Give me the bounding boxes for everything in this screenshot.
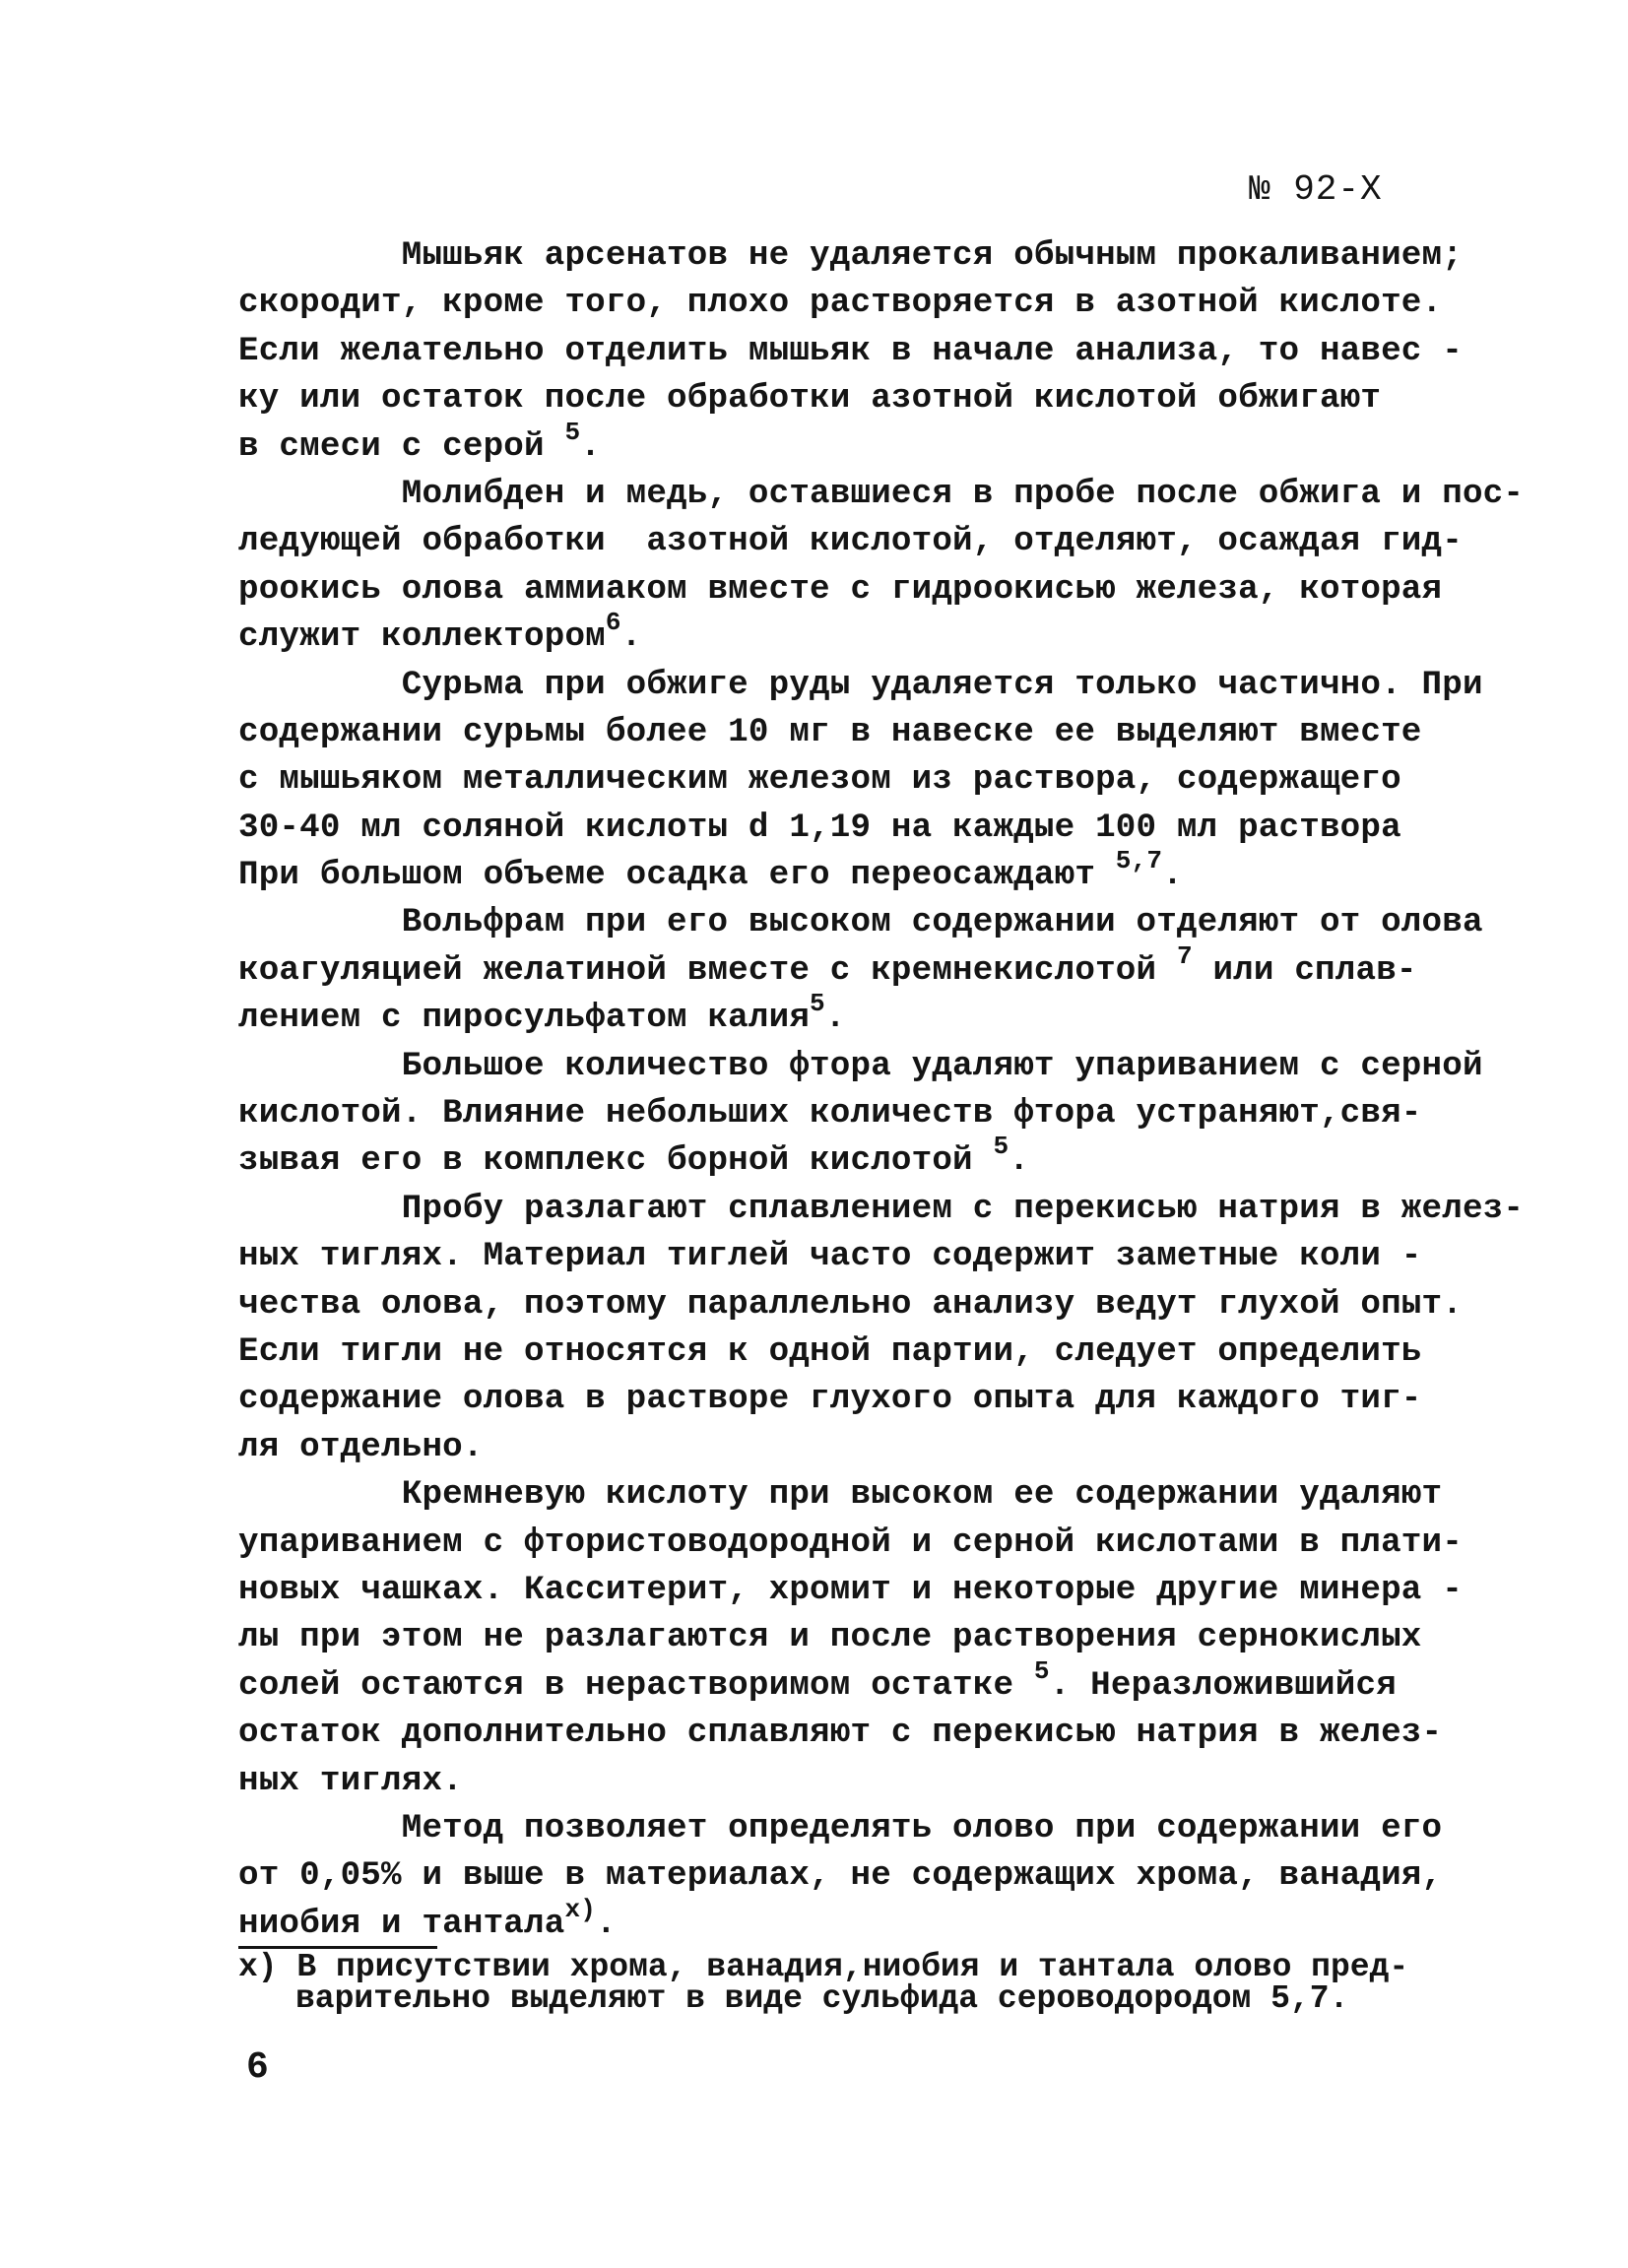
text-segment: ных тиглях. Материал тиглей часто содержит заметные коли - [238,1238,1422,1276]
reference-superscript: 6 [605,608,621,638]
text-segment: кислотой. Влияние небольших количеств фтора устраняют,свя- [238,1095,1422,1134]
body-text [238,232,1525,1948]
text-segment: с мышьяком металлическим железом из раствора, содержащего [238,761,1401,800]
reference-superscript: 5 [1033,1655,1050,1686]
reference-superscript: 5 [993,1132,1009,1162]
text-segment: Пробу разлагают сплавлением с перекисью натрия в желез- [238,1190,1525,1228]
text-segment: Вольфрам при его высоком содержании отделяют от олова [238,904,1483,942]
text-segment: . [596,1905,617,1943]
text-line [238,899,1483,946]
text-line [238,417,1420,471]
text-segment: Если желательно отделить мышьяк в начале анализа, то навес - [238,332,1463,370]
text-segment: остаток дополнительно сплавляют с перекисью натрия в желез- [238,1715,1443,1753]
text-segment: упариванием с фтористоводородной и серной кислотами в плати- [238,1523,1463,1562]
text-segment: Кремневую кислоту при высоком ее содержании удаляют [238,1476,1443,1515]
text-line [238,1614,1420,1661]
footnote-line-1: х) В присутствии хрома, ванадия,ниобия и тантала олово пред- [238,1949,1409,1985]
text-segment: . [620,618,642,657]
text-segment: ниобия и тантала [238,1905,565,1943]
text-line [238,608,1420,661]
text-line [238,1758,1420,1805]
text-line [238,846,1420,899]
text-segment: лением с пиросульфатом калия [238,1000,811,1038]
reference-superscript: 5 [564,417,581,447]
text-line [238,518,1463,565]
text-line [238,1281,1463,1328]
footnote-line-2: варительно выделяют в виде сульфида сероводородом 5,7. [295,1980,1349,2017]
text-line [238,1328,1420,1376]
text-segment: коагуляцией желатиной вместе с кремнекислотой [238,951,1177,990]
text-segment: . [580,427,601,466]
text-line [238,1043,1483,1090]
page-number: 6 [246,2046,269,2089]
text-segment: Молибден и медь, оставшиеся в пробе после обжига и пос- [238,475,1525,513]
text-segment: чества олова, поэтому параллельно анализу ведут глухой опыт. [238,1285,1463,1324]
text-segment: Метод позволяет определять олово при содержании его [238,1809,1443,1847]
text-line [238,280,1443,327]
text-segment: Большое количество фтора удаляют упариванием с серной [238,1047,1483,1085]
text-line [238,940,1420,995]
footnote [238,1949,1420,2017]
text-line [238,1186,1525,1233]
text-line [238,471,1525,518]
text-line [238,566,1443,614]
text-line [238,1424,1420,1471]
text-segment: содержании сурьмы более 10 мг в навеске ее выделяют вместе [238,713,1422,751]
text-line [238,1894,1420,1948]
text-segment: При большом объеме осадка его переосаждают [238,857,1116,895]
text-segment: ку или остаток после обработки азотной кислотой обжигают [238,380,1382,419]
text-line [238,662,1483,709]
text-segment: служит коллектором [238,618,606,657]
text-segment: ных тиглях. [238,1762,463,1800]
text-line [238,1090,1420,1137]
text-segment: содержание олова в растворе глухого опыта для каждого тиг- [238,1381,1422,1419]
reference-superscript: 5 [810,989,825,1019]
text-line [238,1710,1443,1757]
text-line [238,805,1420,852]
text-segment: новых чашках. Касситерит, хромит и некоторые другие минера - [238,1571,1463,1609]
text-line [238,1852,1443,1900]
reference-superscript: 7 [1176,940,1193,971]
text-segment: скородит, кроме того, плохо растворяется в азотной кислоте. [238,285,1443,323]
text-line [238,709,1420,756]
text-line [238,375,1420,422]
text-segment: . Неразложившийся [1049,1666,1397,1705]
text-segment: от 0,05% и выше в материалах, не содержащих хрома, ванадия, [238,1857,1443,1896]
document-number: № 92-Х [1249,169,1383,210]
text-line [238,1471,1443,1519]
text-segment: лы при этом не разлагаются и после растворения сернокислых [238,1619,1422,1657]
text-segment: . [1162,857,1183,895]
text-line [238,1805,1443,1852]
text-line [238,1376,1420,1423]
text-line [238,989,1420,1042]
text-segment: зывая его в комплекс борной кислотой [238,1142,994,1181]
text-segment: . [824,1000,846,1038]
text-line [238,1655,1420,1710]
text-line [238,328,1463,375]
text-segment: ледующей обработки азотной кислотой, отделяют, осаждая гид- [238,523,1463,561]
text-line [238,1567,1463,1614]
reference-superscript: 5,7 [1115,846,1163,876]
text-segment: в смеси с серой [238,427,565,466]
text-segment: Сурьма при обжиге руды удаляется только частично. При [238,666,1483,704]
text-line [238,1132,1420,1185]
text-segment: или сплав- [1192,951,1417,990]
text-segment: ля отдельно. [238,1428,484,1466]
text-segment: Если тигли не относятся к одной партии, следует определить [238,1332,1422,1371]
text-line [238,232,1463,280]
text-segment: 30-40 мл соляной кислоты d 1,19 на каждые 100 мл раствора [238,809,1401,847]
text-line [238,1233,1420,1280]
text-segment: . [1009,1142,1030,1181]
reference-superscript: х) [564,1894,597,1924]
text-segment: солей остаются в нерастворимом остатке [238,1666,1034,1705]
text-segment: Мышьяк арсенатов не удаляется обычным прокаливанием; [238,237,1463,275]
text-line [238,756,1420,804]
text-line [238,1520,1463,1567]
text-segment: роокись олова аммиаком вместе с гидроокисью железа, которая [238,570,1443,609]
